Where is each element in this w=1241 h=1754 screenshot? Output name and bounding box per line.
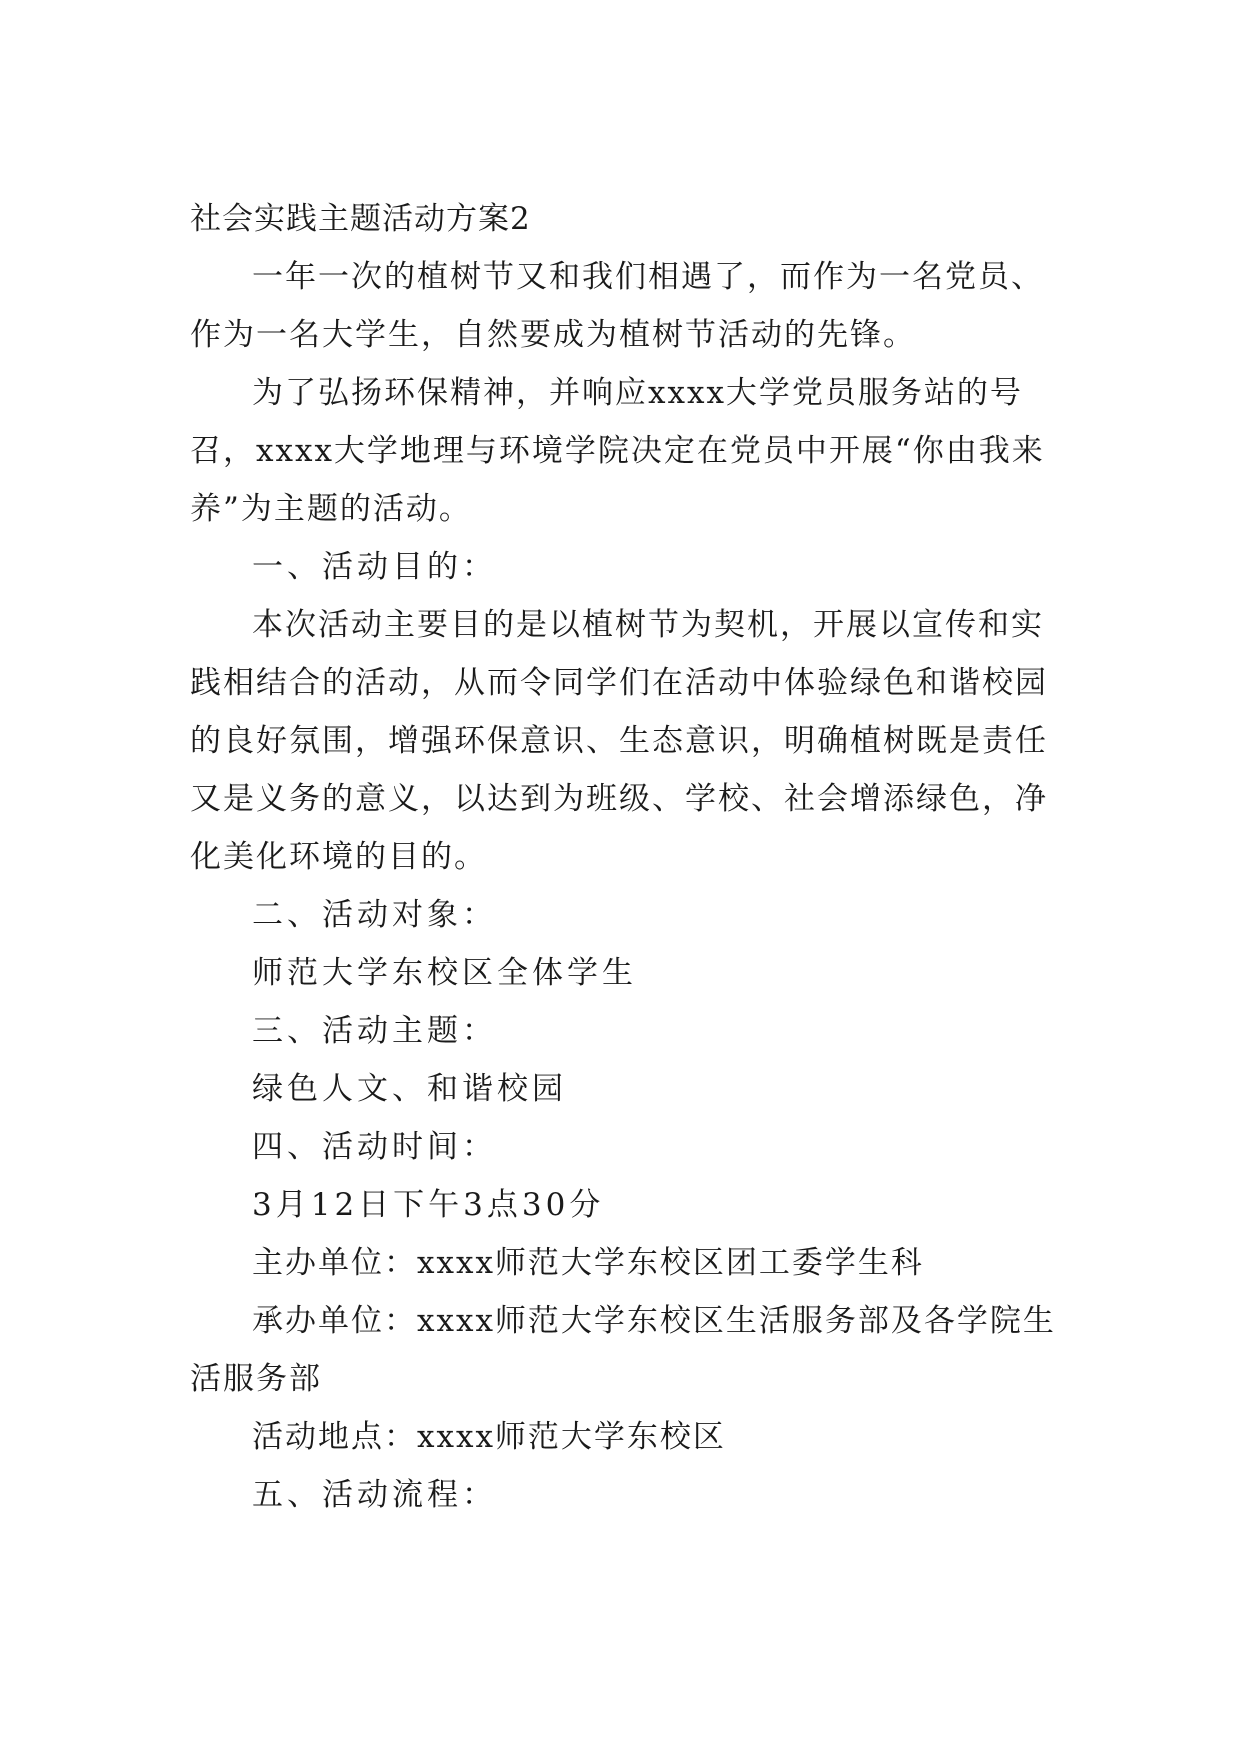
paragraph-time: 3月12日下午3点30分 — [252, 1187, 605, 1223]
paragraph-purpose-statement: 为了弘扬环保精神，并响应xxxx大学党员服务站的号召，xxxx大学地理与环境学院决定在党员中开展“你由我来养”为主题的活动。 — [190, 375, 1045, 527]
section-heading-audience: 二、活动对象： — [252, 897, 497, 933]
paragraph-co-organizer: 承办单位：xxxx师范大学东校区生活服务部及各学院生活服务部 — [190, 1303, 1056, 1397]
section-heading-objective: 一、活动目的： — [252, 549, 497, 585]
paragraph-intro: 一年一次的植树节又和我们相遇了，而作为一名党员、作为一名大学生，自然要成为植树节活动的先锋。 — [190, 259, 1044, 353]
paragraph-theme: 绿色人文、和谐校园 — [252, 1071, 567, 1107]
paragraph-location: 活动地点：xxxx师范大学东校区 — [252, 1419, 726, 1455]
document-title: 社会实践主题活动方案2 — [190, 201, 531, 237]
document-body — [190, 248, 1060, 1524]
paragraph-audience: 师范大学东校区全体学生 — [252, 955, 637, 991]
paragraph-organizer: 主办单位：xxxx师范大学东校区团工委学生科 — [252, 1245, 924, 1281]
section-heading-time: 四、活动时间： — [252, 1129, 497, 1165]
section-heading-theme: 三、活动主题： — [252, 1013, 497, 1049]
paragraph-objective: 本次活动主要目的是以植树节为契机，开展以宣传和实践相结合的活动，从而令同学们在活动中体验绿色和谐校园的良好氛围，增强环保意识、生态意识，明确植树既是责任又是义务的意义，以达到为班级、学校、社会增添绿色，净化美化环境的目的。 — [190, 607, 1048, 875]
section-heading-process: 五、活动流程： — [252, 1477, 497, 1513]
